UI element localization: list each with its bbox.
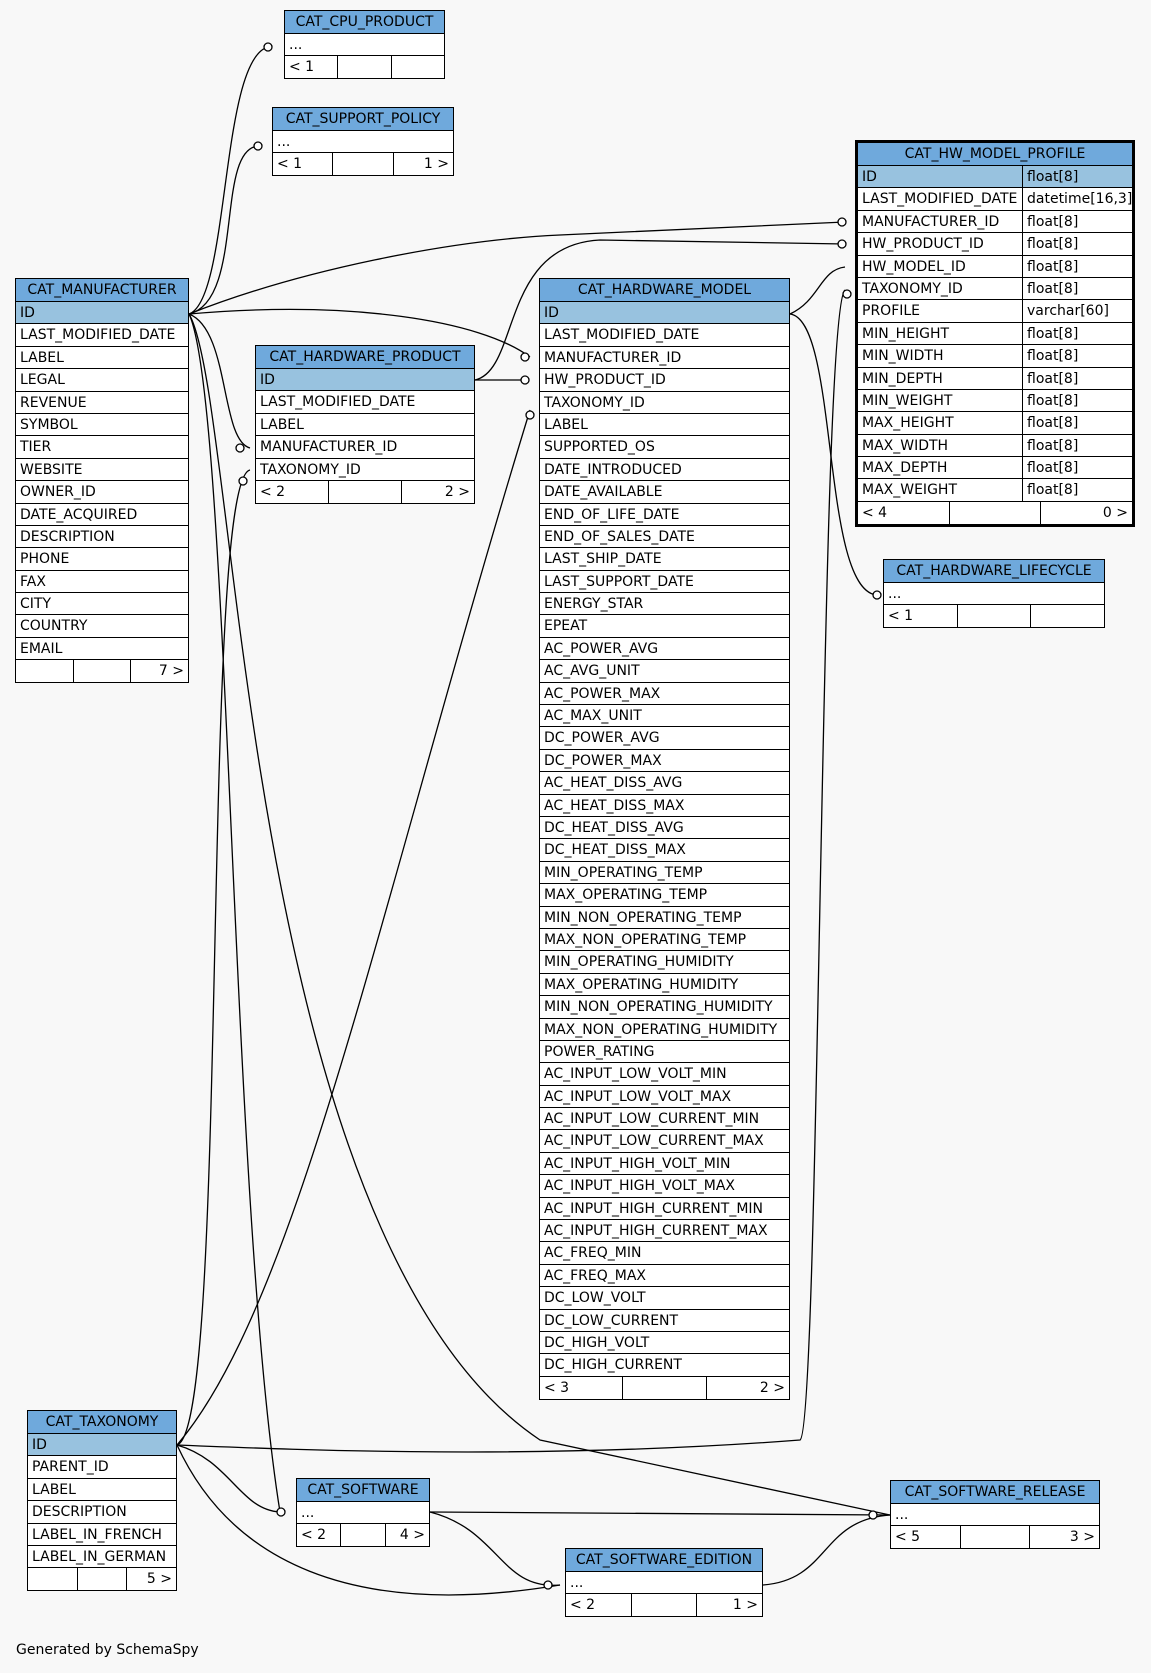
children-count[interactable]: 1 > xyxy=(423,156,449,173)
column-name: FAX xyxy=(20,573,46,590)
table-title[interactable]: CAT_MANUFACTURER xyxy=(16,279,188,302)
children-count[interactable]: 1 > xyxy=(732,1597,759,1614)
children-count[interactable]: 5 > xyxy=(146,1571,173,1588)
table-column xyxy=(540,750,789,772)
table-column xyxy=(540,571,789,593)
column-name: LAST_MODIFIED_DATE xyxy=(20,327,176,344)
table-column xyxy=(540,1310,789,1332)
table-column xyxy=(540,1063,789,1085)
table-footer xyxy=(16,660,188,682)
table-title[interactable]: CAT_SOFTWARE_EDITION xyxy=(566,1549,762,1572)
column-name: DC_HEAT_DISS_MAX xyxy=(544,842,686,859)
table-footer xyxy=(256,481,474,503)
column-type: float[8] xyxy=(1022,278,1078,299)
column-name: SYMBOL xyxy=(20,416,78,433)
table-column xyxy=(256,391,474,413)
table-column xyxy=(540,705,789,727)
column-name: LAST_SUPPORT_DATE xyxy=(544,573,694,590)
children-count[interactable]: 0 > xyxy=(1102,504,1129,521)
column-name: ID xyxy=(862,169,877,185)
parents-count[interactable]: < 1 xyxy=(273,153,333,175)
table-column xyxy=(540,1242,789,1264)
column-name: SUPPORTED_OS xyxy=(544,439,655,456)
table-column xyxy=(297,1502,429,1524)
column-name: AC_INPUT_HIGH_VOLT_MIN xyxy=(544,1155,731,1172)
footer-cell xyxy=(958,605,1032,627)
column-name: DC_HIGH_VOLT xyxy=(544,1334,650,1351)
table-footer xyxy=(285,56,444,78)
footer-cell xyxy=(961,1526,1031,1548)
column-type: float[8] xyxy=(1022,166,1078,187)
cat-manufacturer-table xyxy=(15,278,189,683)
table-footer xyxy=(297,1524,429,1546)
footer-cell xyxy=(329,481,402,503)
table-title[interactable]: CAT_SOFTWARE xyxy=(297,1479,429,1502)
cat-support-policy-table xyxy=(272,107,454,176)
column-name: MANUFACTURER_ID xyxy=(260,439,398,456)
table-column xyxy=(858,166,1132,188)
children-count[interactable]: 7 > xyxy=(158,663,185,680)
table-column xyxy=(891,1504,1099,1526)
table-column xyxy=(28,1501,176,1523)
table-footer xyxy=(273,153,453,175)
column-name: LABEL_IN_FRENCH xyxy=(32,1526,162,1543)
column-type: float[8] xyxy=(1022,211,1078,232)
table-column xyxy=(540,974,789,996)
table-column xyxy=(858,233,1132,255)
column-type: float[8] xyxy=(1022,233,1078,254)
column-name: LAST_SHIP_DATE xyxy=(544,551,662,568)
column-name: DATE_INTRODUCED xyxy=(544,461,682,478)
column-name: MAX_NON_OPERATING_TEMP xyxy=(544,931,747,948)
column-type: float[8] xyxy=(1022,390,1078,411)
column-type: float[8] xyxy=(1022,479,1078,500)
column-name: ... xyxy=(289,37,303,53)
column-name: AC_AVG_UNIT xyxy=(544,663,640,680)
table-column xyxy=(858,457,1132,479)
table-column xyxy=(858,278,1132,300)
column-name: MAX_OPERATING_HUMIDITY xyxy=(544,976,739,993)
column-name: MAX_OPERATING_TEMP xyxy=(544,887,708,904)
column-name: DC_POWER_AVG xyxy=(544,730,660,747)
column-type: float[8] xyxy=(1022,323,1078,344)
table-column xyxy=(540,660,789,682)
column-name: AC_HEAT_DISS_AVG xyxy=(544,775,683,792)
table-column xyxy=(16,638,188,660)
column-name: MIN_OPERATING_HUMIDITY xyxy=(544,954,734,971)
table-column xyxy=(256,369,474,391)
column-type: float[8] xyxy=(1022,345,1078,366)
table-column xyxy=(540,638,789,660)
table-column xyxy=(540,1198,789,1220)
table-column xyxy=(16,436,188,458)
table-footer xyxy=(566,1594,762,1616)
column-name: ... xyxy=(277,134,291,150)
table-footer xyxy=(28,1568,176,1590)
table-column xyxy=(16,548,188,570)
table-column xyxy=(540,1108,789,1130)
table-column xyxy=(540,593,789,615)
column-name: AC_INPUT_HIGH_VOLT_MAX xyxy=(544,1178,736,1195)
column-name: DESCRIPTION xyxy=(20,528,115,545)
column-name: TIER xyxy=(20,439,52,456)
column-name: REVENUE xyxy=(20,394,87,411)
footer-cell xyxy=(632,1594,698,1616)
column-name: CITY xyxy=(20,596,52,613)
column-name: AC_POWER_AVG xyxy=(544,640,659,657)
table-column xyxy=(858,256,1132,278)
table-column xyxy=(858,211,1132,233)
column-name: COUNTRY xyxy=(20,618,88,635)
cat-software-release-table xyxy=(890,1480,1100,1549)
column-type: float[8] xyxy=(1022,457,1078,478)
table-footer xyxy=(884,605,1104,627)
table-column xyxy=(16,369,188,391)
column-name: TAXONOMY_ID xyxy=(862,280,963,297)
column-name: AC_INPUT_HIGH_CURRENT_MIN xyxy=(544,1200,764,1217)
table-column xyxy=(16,414,188,436)
column-name: MAX_WEIGHT xyxy=(862,482,957,499)
column-name: MAX_WIDTH xyxy=(862,437,949,454)
table-column xyxy=(16,526,188,548)
table-column xyxy=(540,1041,789,1063)
column-name: LAST_MODIFIED_DATE xyxy=(862,191,1018,208)
column-name: AC_INPUT_LOW_VOLT_MAX xyxy=(544,1088,732,1105)
column-name: MIN_WIDTH xyxy=(862,348,944,365)
parents-count xyxy=(28,1568,78,1590)
column-name: LAST_MODIFIED_DATE xyxy=(544,327,700,344)
column-name: LEGAL xyxy=(20,372,65,389)
cat-software-table xyxy=(296,1478,430,1547)
column-name: MIN_WEIGHT xyxy=(862,392,953,409)
column-name: HW_PRODUCT_ID xyxy=(862,236,984,253)
table-column xyxy=(285,34,444,56)
table-column xyxy=(16,459,188,481)
table-column xyxy=(540,369,789,391)
parents-count[interactable]: < 4 xyxy=(858,502,950,524)
parents-count[interactable]: < 3 xyxy=(540,1377,623,1399)
table-footer xyxy=(858,502,1132,524)
table-column xyxy=(540,548,789,570)
column-name: AC_INPUT_HIGH_CURRENT_MAX xyxy=(544,1223,768,1240)
column-name: AC_INPUT_LOW_CURRENT_MAX xyxy=(544,1133,764,1150)
table-column xyxy=(540,1265,789,1287)
table-column xyxy=(540,1153,789,1175)
table-title[interactable]: CAT_CPU_PRODUCT xyxy=(285,11,444,34)
column-name: DC_LOW_VOLT xyxy=(544,1290,646,1307)
cat-hardware-lifecycle-table xyxy=(883,559,1105,628)
parents-count xyxy=(16,660,74,682)
column-name: END_OF_LIFE_DATE xyxy=(544,506,680,523)
children-count xyxy=(392,56,444,78)
table-column xyxy=(540,795,789,817)
column-name: LABEL xyxy=(32,1481,76,1498)
table-column xyxy=(540,615,789,637)
table-column xyxy=(540,683,789,705)
table-column xyxy=(16,392,188,414)
column-name: PARENT_ID xyxy=(32,1459,109,1476)
table-footer xyxy=(891,1526,1099,1548)
cat-hardware-product-table xyxy=(255,345,475,504)
column-name: PROFILE xyxy=(862,303,921,320)
column-name: MIN_NON_OPERATING_TEMP xyxy=(544,909,742,926)
table-column xyxy=(28,1524,176,1546)
column-name: ID xyxy=(544,305,559,321)
column-name: ... xyxy=(570,1575,584,1591)
column-name: AC_FREQ_MIN xyxy=(544,1245,642,1262)
column-name: MIN_DEPTH xyxy=(862,370,943,387)
cat-taxonomy-table xyxy=(27,1410,177,1591)
table-footer xyxy=(540,1377,789,1399)
column-name: MAX_NON_OPERATING_HUMIDITY xyxy=(544,1021,778,1038)
column-name: ... xyxy=(888,586,902,602)
table-column xyxy=(540,907,789,929)
table-column xyxy=(540,1019,789,1041)
table-title[interactable]: CAT_TAXONOMY xyxy=(28,1411,176,1434)
table-column xyxy=(540,1130,789,1152)
column-name: AC_INPUT_LOW_VOLT_MIN xyxy=(544,1066,727,1083)
footer-cell xyxy=(950,502,1042,524)
column-name: DESCRIPTION xyxy=(32,1504,127,1521)
table-column xyxy=(884,583,1104,605)
table-title[interactable]: CAT_HW_MODEL_PROFILE xyxy=(858,143,1132,166)
column-name: POWER_RATING xyxy=(544,1043,655,1060)
column-name: MAX_DEPTH xyxy=(862,460,948,477)
table-title[interactable]: CAT_HARDWARE_PRODUCT xyxy=(256,346,474,369)
table-column xyxy=(540,996,789,1018)
table-column xyxy=(540,1332,789,1354)
parents-count[interactable]: < 5 xyxy=(891,1526,961,1548)
table-column xyxy=(540,817,789,839)
column-type: varchar[60] xyxy=(1022,300,1109,321)
column-name: DATE_ACQUIRED xyxy=(20,506,138,523)
table-column xyxy=(566,1572,762,1594)
table-column xyxy=(540,414,789,436)
table-column xyxy=(16,571,188,593)
column-name: AC_POWER_MAX xyxy=(544,685,661,702)
column-name: ID xyxy=(20,305,35,321)
column-name: DC_HIGH_CURRENT xyxy=(544,1357,682,1374)
column-name: ID xyxy=(32,1437,47,1453)
table-column xyxy=(28,1434,176,1456)
table-title[interactable]: CAT_HARDWARE_MODEL xyxy=(540,279,789,302)
children-count[interactable]: 4 > xyxy=(399,1527,425,1544)
table-column xyxy=(540,862,789,884)
table-column xyxy=(540,459,789,481)
column-name: HW_PRODUCT_ID xyxy=(544,372,666,389)
table-column xyxy=(540,526,789,548)
column-name: MIN_OPERATING_TEMP xyxy=(544,864,703,881)
column-name: LABEL xyxy=(20,349,64,366)
footer-cell xyxy=(333,153,393,175)
column-name: HW_MODEL_ID xyxy=(862,258,966,275)
column-name: EPEAT xyxy=(544,618,588,635)
table-column xyxy=(858,345,1132,367)
table-title[interactable]: CAT_SUPPORT_POLICY xyxy=(273,108,453,131)
column-name: MANUFACTURER_ID xyxy=(544,349,682,366)
column-name: TAXONOMY_ID xyxy=(544,394,645,411)
column-name: MANUFACTURER_ID xyxy=(862,213,1000,230)
children-count xyxy=(1031,605,1104,627)
column-type: float[8] xyxy=(1022,368,1078,389)
table-column xyxy=(540,951,789,973)
column-type: float[8] xyxy=(1022,412,1078,433)
column-name: AC_FREQ_MAX xyxy=(544,1267,646,1284)
column-name: PHONE xyxy=(20,551,70,568)
column-name: DC_HEAT_DISS_AVG xyxy=(544,819,684,836)
table-column xyxy=(16,504,188,526)
column-name: LABEL xyxy=(260,416,304,433)
table-column xyxy=(540,884,789,906)
table-column xyxy=(16,593,188,615)
parents-count[interactable]: < 2 xyxy=(256,481,329,503)
table-column xyxy=(858,188,1132,210)
cat-hw-model-profile-table xyxy=(855,140,1135,527)
table-column xyxy=(273,131,453,153)
parents-count[interactable]: < 2 xyxy=(566,1594,632,1616)
parents-count[interactable]: < 1 xyxy=(285,56,338,78)
footer-cell xyxy=(74,660,132,682)
table-column xyxy=(28,1546,176,1568)
table-column xyxy=(858,435,1132,457)
table-column xyxy=(858,479,1132,501)
column-name: ... xyxy=(895,1507,909,1523)
column-name: AC_INPUT_LOW_CURRENT_MIN xyxy=(544,1111,760,1128)
column-name: LABEL xyxy=(544,416,588,433)
column-name: EMAIL xyxy=(20,640,63,657)
footer-cell xyxy=(623,1377,706,1399)
table-title[interactable]: CAT_HARDWARE_LIFECYCLE xyxy=(884,560,1104,583)
table-column xyxy=(256,414,474,436)
table-column xyxy=(256,459,474,481)
children-count[interactable]: 2 > xyxy=(444,483,470,500)
table-column xyxy=(540,1354,789,1376)
parents-count[interactable]: < 2 xyxy=(297,1524,341,1546)
table-title[interactable]: CAT_SOFTWARE_RELEASE xyxy=(891,1481,1099,1504)
cat-cpu-product-table xyxy=(284,10,445,79)
cat-hardware-model-table xyxy=(539,278,790,1400)
table-column xyxy=(540,839,789,861)
table-column xyxy=(540,392,789,414)
column-name: AC_HEAT_DISS_MAX xyxy=(544,797,685,814)
table-column xyxy=(28,1456,176,1478)
footer-cell xyxy=(341,1524,385,1546)
column-name: LAST_MODIFIED_DATE xyxy=(260,394,416,411)
table-column xyxy=(16,347,188,369)
table-column xyxy=(540,504,789,526)
column-name: MIN_HEIGHT xyxy=(862,325,950,342)
table-column xyxy=(540,1086,789,1108)
column-type: float[8] xyxy=(1022,256,1078,277)
table-column xyxy=(540,772,789,794)
table-column xyxy=(540,481,789,503)
column-name: AC_MAX_UNIT xyxy=(544,708,642,725)
table-column xyxy=(16,302,188,324)
table-column xyxy=(16,481,188,503)
column-type: datetime[16,3] xyxy=(1022,188,1132,209)
column-name: DC_POWER_MAX xyxy=(544,752,662,769)
column-name: MIN_NON_OPERATING_HUMIDITY xyxy=(544,999,773,1016)
table-column xyxy=(540,929,789,951)
column-name: DATE_AVAILABLE xyxy=(544,484,663,501)
table-column xyxy=(858,300,1132,322)
column-name: END_OF_SALES_DATE xyxy=(544,528,695,545)
column-name: DC_LOW_CURRENT xyxy=(544,1312,679,1329)
table-column xyxy=(28,1479,176,1501)
column-name: ENERGY_STAR xyxy=(544,596,644,613)
table-column xyxy=(858,390,1132,412)
column-name: TAXONOMY_ID xyxy=(260,461,361,478)
table-column xyxy=(16,615,188,637)
children-count[interactable]: 3 > xyxy=(1069,1529,1096,1546)
column-name: LABEL_IN_GERMAN xyxy=(32,1548,167,1565)
column-name: OWNER_ID xyxy=(20,484,96,501)
table-column xyxy=(540,324,789,346)
table-column xyxy=(858,323,1132,345)
table-column xyxy=(540,302,789,324)
table-column xyxy=(858,412,1132,434)
footer-cell xyxy=(78,1568,128,1590)
children-count[interactable]: 2 > xyxy=(759,1379,785,1396)
cat-software-edition-table xyxy=(565,1548,763,1617)
table-column xyxy=(256,436,474,458)
column-name: ... xyxy=(301,1505,315,1521)
column-name: ID xyxy=(260,372,275,388)
table-column xyxy=(540,347,789,369)
table-column xyxy=(540,1220,789,1242)
table-column xyxy=(16,324,188,346)
column-name: MAX_HEIGHT xyxy=(862,415,954,432)
table-column xyxy=(540,727,789,749)
footer-cell xyxy=(338,56,391,78)
table-column xyxy=(540,1287,789,1309)
generated-by-footer: Generated by SchemaSpy xyxy=(16,1642,199,1658)
column-name: WEBSITE xyxy=(20,461,83,478)
table-column xyxy=(858,368,1132,390)
parents-count[interactable]: < 1 xyxy=(884,605,958,627)
column-type: float[8] xyxy=(1022,435,1078,456)
table-column xyxy=(540,1175,789,1197)
table-column xyxy=(540,436,789,458)
